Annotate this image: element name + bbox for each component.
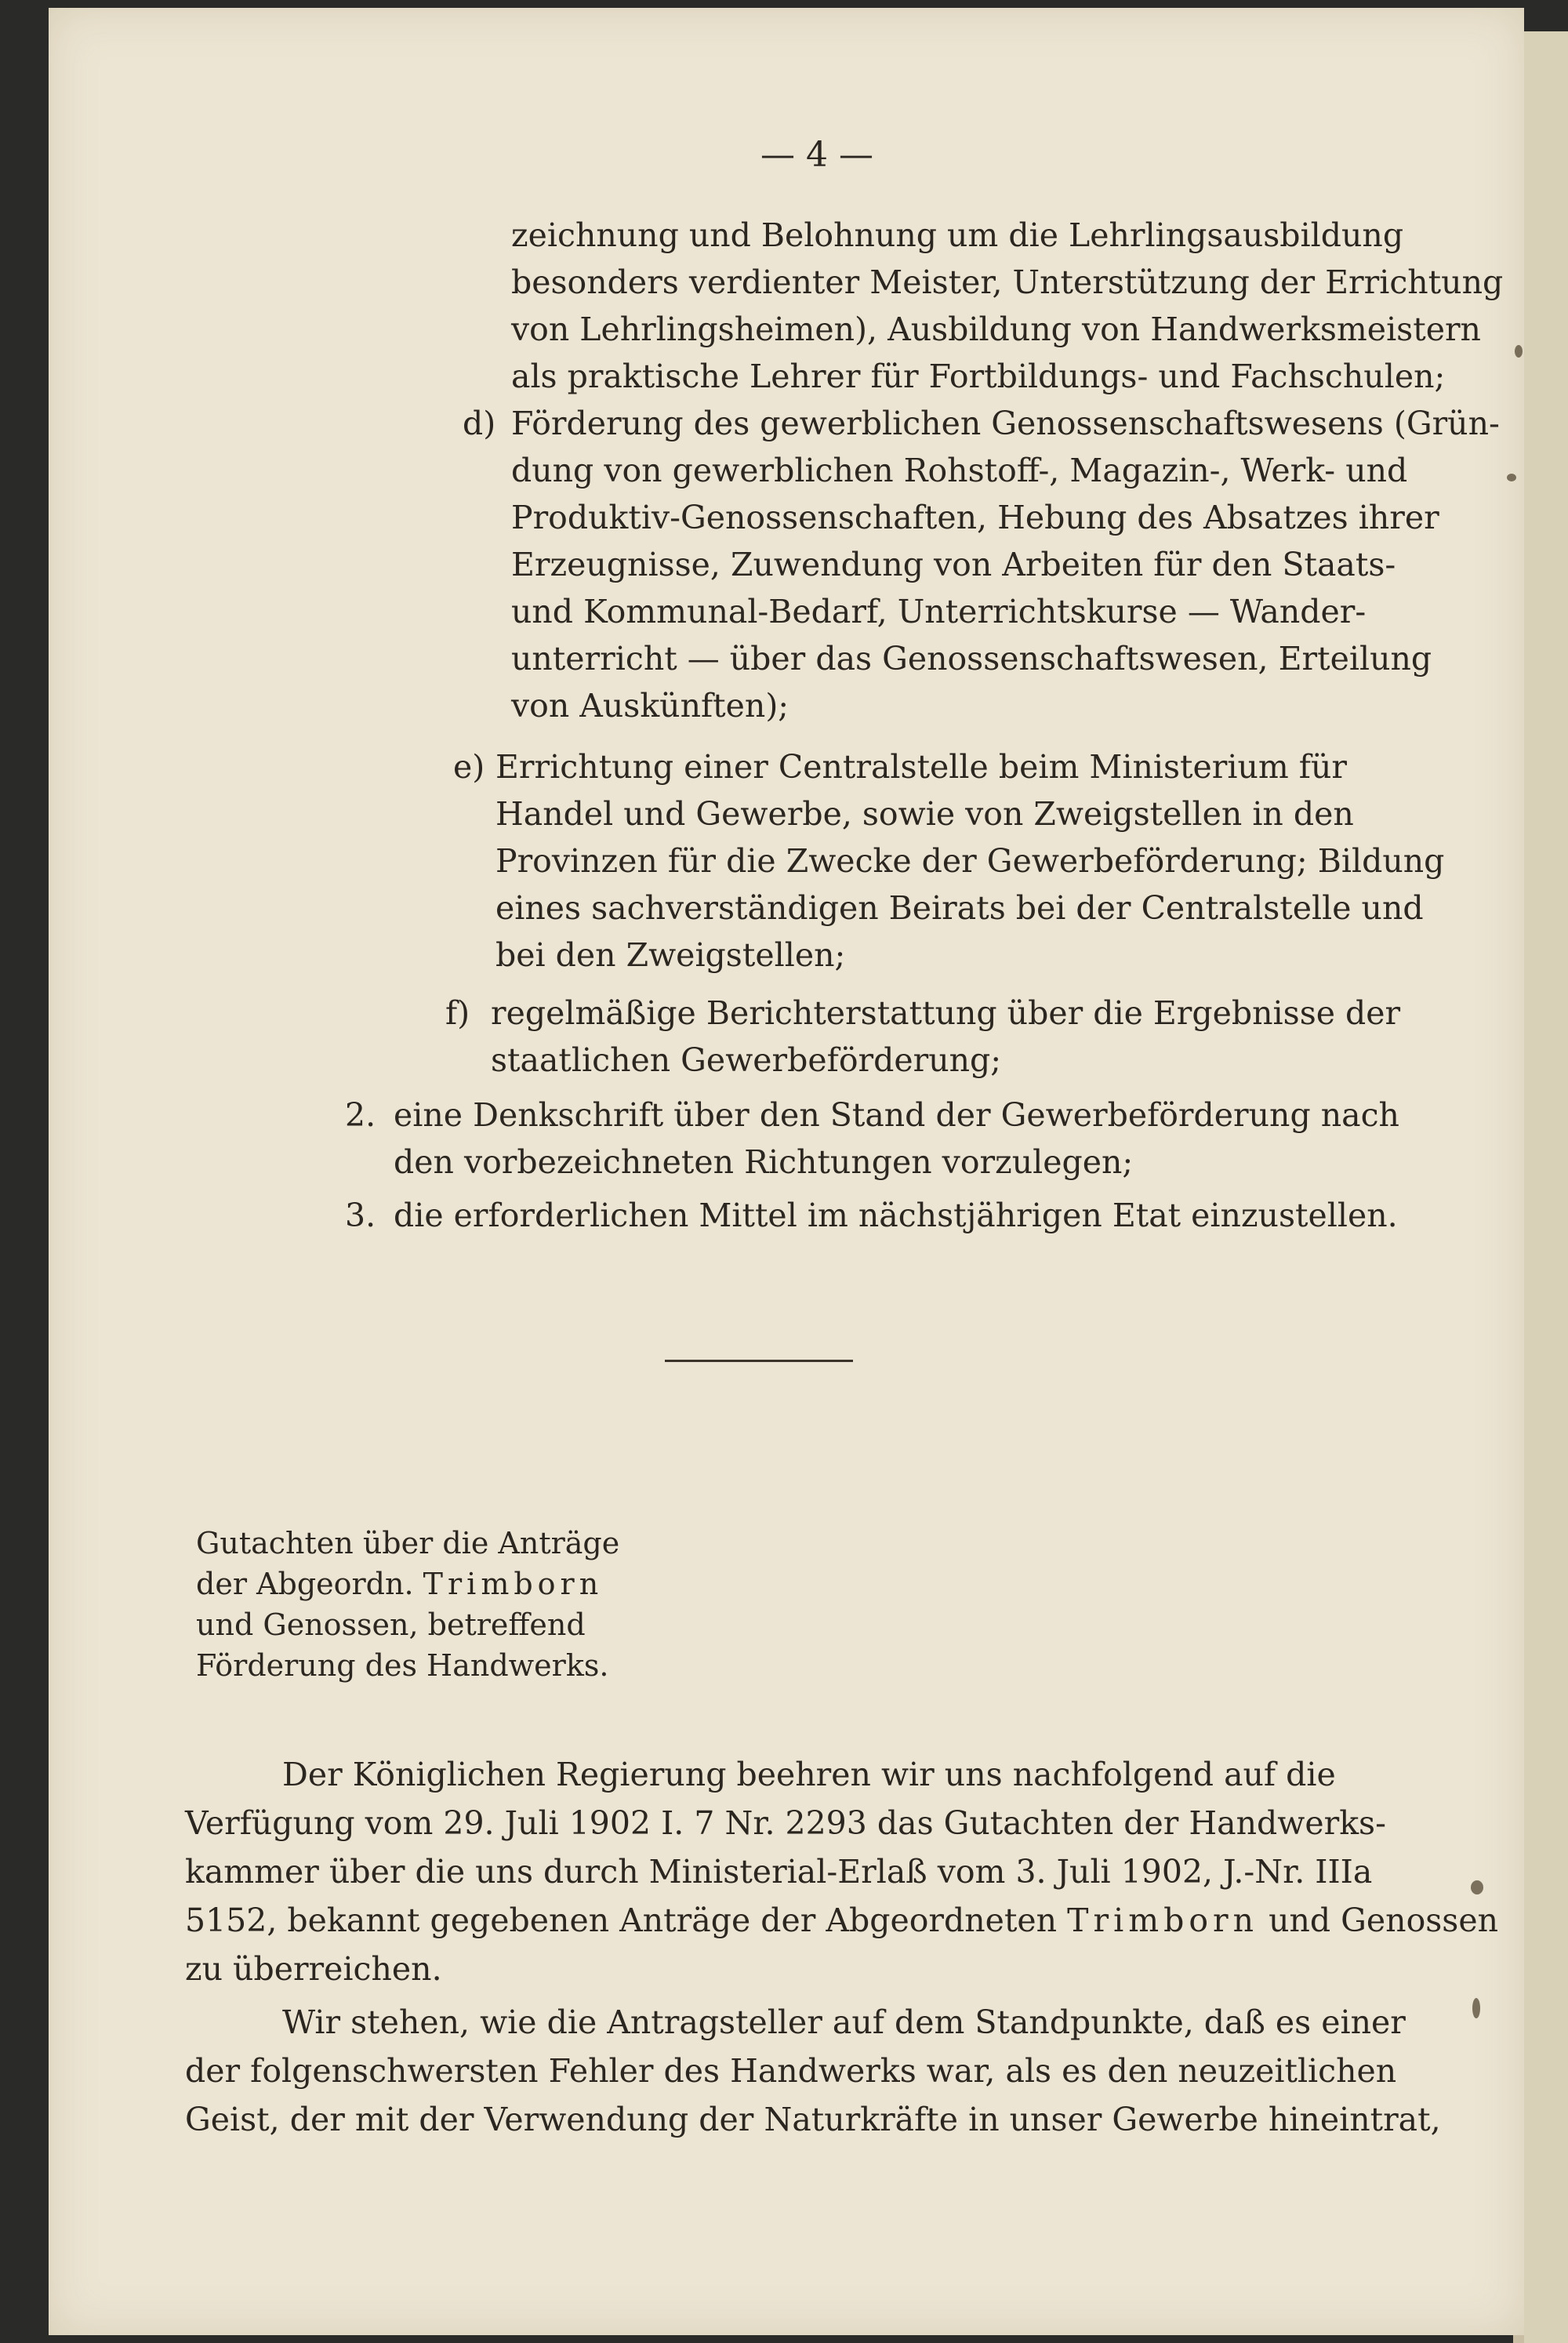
- name-span: Trimborn: [1067, 1902, 1259, 1939]
- item-c-continuation: [511, 212, 1503, 400]
- text-line: als praktische Lehrer für Fortbildungs- und Fachschulen;: [511, 358, 1446, 395]
- text-line: von Auskünften);: [511, 687, 789, 725]
- text-line: und Kommunal-Bedarf, Unterrichtskurse — Wander-: [511, 593, 1367, 630]
- list-marker-e: e): [453, 748, 485, 786]
- text-line: von Lehrlingsheimen), Ausbildung von Handwerksmeistern: [511, 311, 1481, 348]
- ink-spot: [1471, 1880, 1483, 1894]
- text-line: Errichtung einer Centralstelle beim Ministerium für: [495, 748, 1347, 786]
- text-line: Förderung des gewerblichen Genossenschaftswesens (Grün-: [511, 405, 1500, 442]
- side-note-name: Trimborn: [423, 1567, 604, 1601]
- text-line: zeichnung und Belohnung um die Lehrlingsausbildung: [511, 216, 1404, 254]
- text-line: regelmäßige Berichterstattung über die Ergebnisse der: [491, 994, 1401, 1032]
- text-line: Geist, der mit der Verwendung der Naturkräfte in unser Gewerbe hineintrat,: [185, 2101, 1441, 2138]
- text-span: 5152, bekannt gegebenen Anträge der Abgeordneten: [185, 1902, 1058, 1939]
- text-line: unterricht — über das Genossenschaftswesen, Erteilung: [511, 640, 1432, 677]
- text-line: [185, 1896, 1498, 1945]
- list-marker-f: f): [445, 994, 470, 1032]
- text-line: Handel und Gewerbe, sowie von Zweigstellen in den: [495, 795, 1354, 833]
- text-line: die erforderlichen Mittel im nächstjährigen Etat einzustellen.: [394, 1197, 1398, 1234]
- page-number: — 4 —: [760, 135, 873, 175]
- side-note: [196, 1523, 619, 1686]
- list-item-f: [491, 990, 1400, 1084]
- ink-spot: [1507, 474, 1516, 481]
- text-line: Produktiv-Genossenschaften, Hebung des Absatzes ihrer: [511, 499, 1439, 536]
- side-note-line: Förderung des Handwerks.: [196, 1648, 609, 1683]
- list-item-3: [394, 1192, 1398, 1239]
- text-span: und Genossen: [1269, 1902, 1499, 1939]
- text-line: bei den Zweigstellen;: [495, 936, 846, 974]
- list-item-2: [394, 1092, 1399, 1186]
- list-marker-d: d): [463, 405, 496, 442]
- text-line: Verfügung vom 29. Juli 1902 I. 7 Nr. 2293 das Gutachten der Handwerks-: [185, 1804, 1386, 1842]
- paragraph-2: [185, 1998, 1441, 2144]
- text-line: Der Königlichen Regierung beehren wir uns nachfolgend auf die: [282, 1756, 1336, 1793]
- text-line: eines sachverständigen Beirats bei der Centralstelle und: [495, 889, 1424, 927]
- text-line: dung von gewerblichen Rohstoff-, Magazin-, Werk- und: [511, 452, 1408, 489]
- side-note-line: und Genossen, betreffend: [196, 1607, 586, 1642]
- paragraph-1: [185, 1750, 1498, 1993]
- text-line: der folgenschwersten Fehler des Handwerks war, als es den neuzeitlichen: [185, 2052, 1397, 2090]
- text-line: Erzeugnisse, Zuwendung von Arbeiten für den Staats-: [511, 546, 1396, 583]
- text-line: besonders verdienter Meister, Unterstützung der Errichtung: [511, 263, 1504, 301]
- ink-spot: [1472, 1998, 1480, 2018]
- side-note-prefix: der Abgeordn.: [196, 1567, 414, 1601]
- list-item-e: [495, 743, 1444, 979]
- side-note-line: [196, 1564, 619, 1604]
- next-page-edge: [1524, 31, 1568, 2343]
- list-marker-3: 3.: [345, 1197, 376, 1234]
- list-item-d: [511, 400, 1500, 729]
- text-line: zu überreichen.: [185, 1950, 442, 1988]
- text-line: den vorbezeichneten Richtungen vorzulegen;: [394, 1143, 1134, 1181]
- text-line: staatlichen Gewerbeförderung;: [491, 1041, 1002, 1079]
- list-marker-2: 2.: [345, 1096, 376, 1134]
- text-line: eine Denkschrift über den Stand der Gewerbeförderung nach: [394, 1096, 1399, 1134]
- section-divider: [665, 1360, 853, 1362]
- side-note-line: Gutachten über die Anträge: [196, 1526, 620, 1560]
- ink-spot: [1515, 345, 1523, 358]
- text-line: Provinzen für die Zwecke der Gewerbeförderung; Bildung: [495, 842, 1445, 880]
- text-line: Wir stehen, wie die Antragsteller auf dem Standpunkte, daß es einer: [282, 2003, 1406, 2041]
- text-line: kammer über die uns durch Ministerial-Erlaß vom 3. Juli 1902, J.-Nr. IIIa: [185, 1853, 1373, 1891]
